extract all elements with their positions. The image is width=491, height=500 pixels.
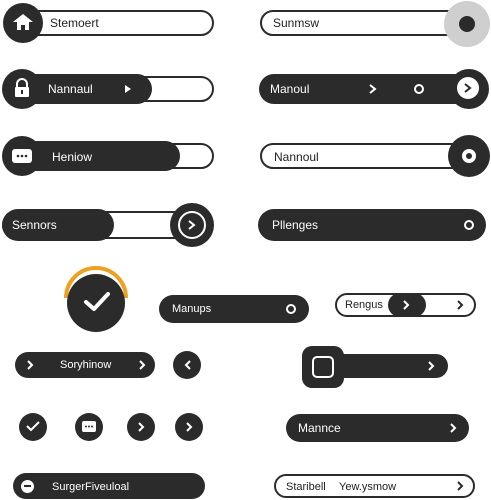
row7-right-label: Mannce — [298, 421, 341, 435]
chevron-left-icon — [184, 360, 191, 370]
row5-mid-label: Manups — [172, 303, 212, 315]
row8-right-label-a: Staribell — [286, 481, 326, 493]
row3-left-label: Heniow — [52, 150, 93, 164]
chevron-right-icon — [369, 84, 377, 94]
play-small-icon — [125, 85, 131, 93]
chat-icon — [12, 149, 32, 163]
chevron-right-icon — [403, 300, 410, 310]
chevron-right-icon — [27, 360, 34, 370]
row2-left-label: Nannaul — [48, 82, 93, 96]
chat-icon — [82, 421, 96, 432]
chevron-right-icon — [457, 300, 464, 310]
home-icon — [11, 10, 35, 34]
square-icon — [312, 356, 334, 378]
row6-left-label: Soryhinow — [60, 359, 112, 371]
chevron-right-icon — [457, 481, 464, 491]
chevron-right-icon — [186, 422, 193, 432]
chevron-right-icon — [450, 423, 457, 433]
row2-right-label: Manoul — [270, 82, 310, 96]
chevron-right-icon — [428, 361, 435, 371]
check-icon — [26, 421, 40, 432]
chevron-right-icon — [464, 83, 472, 93]
row3-right-label: Nannoul — [274, 150, 319, 164]
check-icon — [84, 292, 110, 312]
lock-icon — [13, 78, 31, 98]
radio-small-icon — [464, 220, 474, 230]
row1-left-label: Stemoert — [50, 16, 99, 30]
radio-small-icon — [286, 304, 296, 314]
row4-left-label: Sennors — [12, 218, 57, 232]
radio-small-icon — [414, 84, 424, 94]
minus-icon — [24, 485, 31, 487]
chevron-right-icon — [138, 422, 145, 432]
row1-right-label: Sunmsw — [273, 16, 320, 30]
radio-dot — [466, 153, 472, 159]
chevron-right-icon — [188, 220, 196, 230]
chevron-right-icon — [139, 360, 146, 370]
radio-icon — [459, 16, 475, 32]
row8-right-label-b: Yew.ysmow — [339, 481, 397, 493]
row4-right-label: Pllenges — [272, 218, 319, 232]
row5-right-label: Rengus — [345, 299, 383, 311]
row8-left-label: SurgerFiveuloal — [52, 481, 130, 493]
